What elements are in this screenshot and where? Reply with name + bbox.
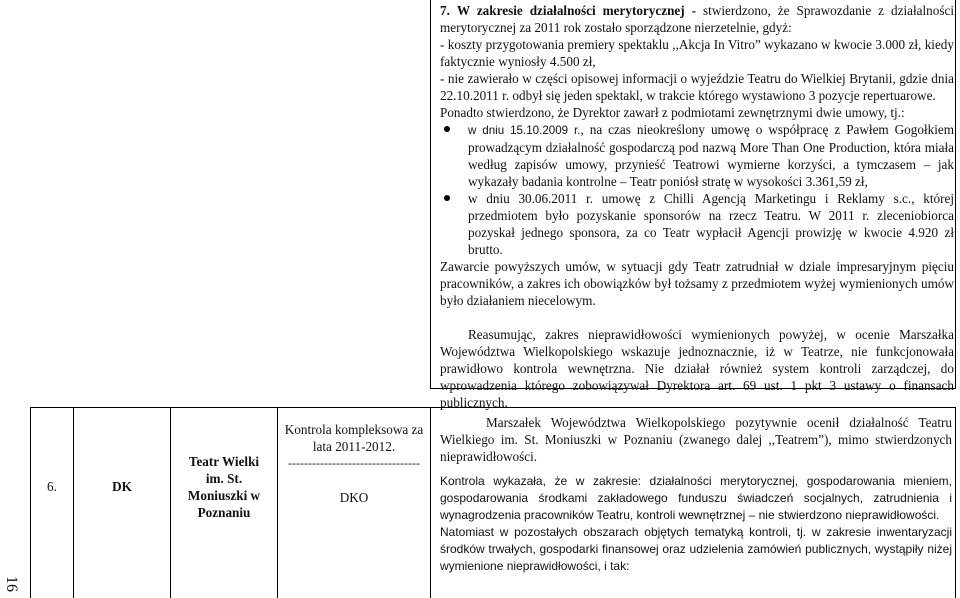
assessment-intro: Marszałek Województwa Wielkopolskiego pozytywnie ocenił działalność Teatru Wielkiego im. St. Moniuszki w Poznaniu (zwanego dalej ,,Teatrem”), mimo stwierdzonych nieprawidłowości.	[440, 415, 952, 464]
row-6-department: DK	[112, 479, 132, 494]
costs-finding: - koszty przygotowania premiery spektaklu ,,Akcja In Vitro” wykazano w kwocie 3.000 zł, kiedy faktycznie wyniosły 4.500 zł,	[440, 37, 954, 69]
row-6-border-right	[955, 407, 956, 598]
row-6-divider-2	[170, 407, 171, 598]
row-6-divider-1	[73, 407, 74, 598]
section-heading-text: stwierdzono, że Sprawozdanie z działalności merytorycznej za 2011 rok zostało sporządzone nierzetelnie, gdyż:	[440, 3, 955, 35]
row-6-controller: DKO	[339, 490, 369, 505]
row-6-separator: ---------------------------------	[288, 456, 420, 470]
row-6-divider-4	[430, 407, 431, 598]
section-number: 7.	[440, 3, 450, 18]
contract-item-2: w dniu 30.06.2011 r. umowę z Chilli Agencją Marketingu i Reklamy s.c., której przedmiotem było pozyskanie sponsorów na rzecz Teatru. W 2011 r. zleceniobiorca pozyskał jednego sponsora, za co Teatr wypłacił Agencji prowizję w kwocie 4.920 zł brutto.	[440, 190, 954, 258]
summary-paragraph: Reasumując, zakres nieprawidłowości wymienionych powyżej, w ocenie Marszałka Województwa Wielkopolskiego wskazuje jednoznacznie, iż w Teatrze, nie funkcjonowała prawidłowo kontrola wewnętrzna. Nie działał również system kontroli zarządczej, do wprowadzenia którego zobowiązywał Dyrektora art. 69 ust. 1 pkt 3 ustawy o finansach publicznych.	[440, 327, 954, 410]
page-number: 16	[3, 576, 20, 592]
assessment-findings: Natomiast w pozostałych obszarach objętych tematyką kontroli, tj. w zakresie inwentaryzacji środków trwałych, gospodarki finansowej oraz udzielenia zamówień publicznych, wystąpiły niżej wymienione nieprawidłowości, i tak:	[440, 525, 952, 573]
row-6-number: 6.	[47, 479, 57, 494]
section-heading	[440, 2, 954, 36]
row-6-control-type-cell	[280, 421, 428, 506]
row-6-divider-3	[277, 407, 278, 598]
assessment-scope: Kontrola wykazała, że w zakresie: działalności merytorycznej, gospodarowania mieniem, gospodarowania środkami zakładowego funduszu świadczeń socjalnych, zatrudnienia i wynagrodzenia pracowników Teatru, kontroli wewnętrznej – nie stwierdzono nieprawidłowości.	[440, 474, 952, 522]
findings-cell	[440, 2, 954, 411]
table-border-right-top	[955, 0, 956, 388]
row-6-control-type: Kontrola kompleksowa za lata 2011-2012.	[284, 422, 424, 454]
row-6-entity: Teatr Wielki im. St. Moniuszki w Poznaniu	[187, 454, 261, 520]
contract-1-text: , na czas nieokreślony umowę o współpracę z Pawłem Gogołkiem prowadzącym działalność gospodarczą pod nazwą More Than One Production, która miała według zapisów umowy, przynieść Teatrowi wymierne korzyści, a tymczasem – jak wykazały badania kontrolne – Teatr poniósł stratę w wysokości 3.361,59 zł,	[468, 122, 954, 189]
contracts-intro: Ponadto stwierdzono, że Dyrektor zawarł z podmiotami zewnętrznymi dwie umowy, tj.:	[440, 105, 905, 120]
contract-item-1	[440, 121, 954, 190]
contracts-list	[440, 121, 954, 258]
trip-finding: - nie zawierało w części opisowej informacji o wyjeździe Teatru do Wielkiej Brytanii, gdzie dnia 22.10.2011 r. odbył się jeden spektakl, w trakcie którego wystawiono 3 pozycje repertuarowe.	[440, 71, 954, 103]
contracts-conclusion: Zawarcie powyższych umów, w sytuacji gdy Teatr zatrudniał w dziale impresaryjnym pięciu pracowników, a zakres ich obowiązków był tożsamy z przedmiotem wyżej wymienionych umów było działaniem niecelowym.	[440, 259, 954, 308]
table-border-left-top	[430, 0, 431, 388]
row-6-assessment-cell	[440, 414, 952, 575]
section-heading-bold: W zakresie działalności merytorycznej -	[456, 3, 697, 18]
contract-1-date: w dniu 15.10.2009 r.	[468, 124, 581, 137]
row-6-border-left	[30, 407, 31, 598]
